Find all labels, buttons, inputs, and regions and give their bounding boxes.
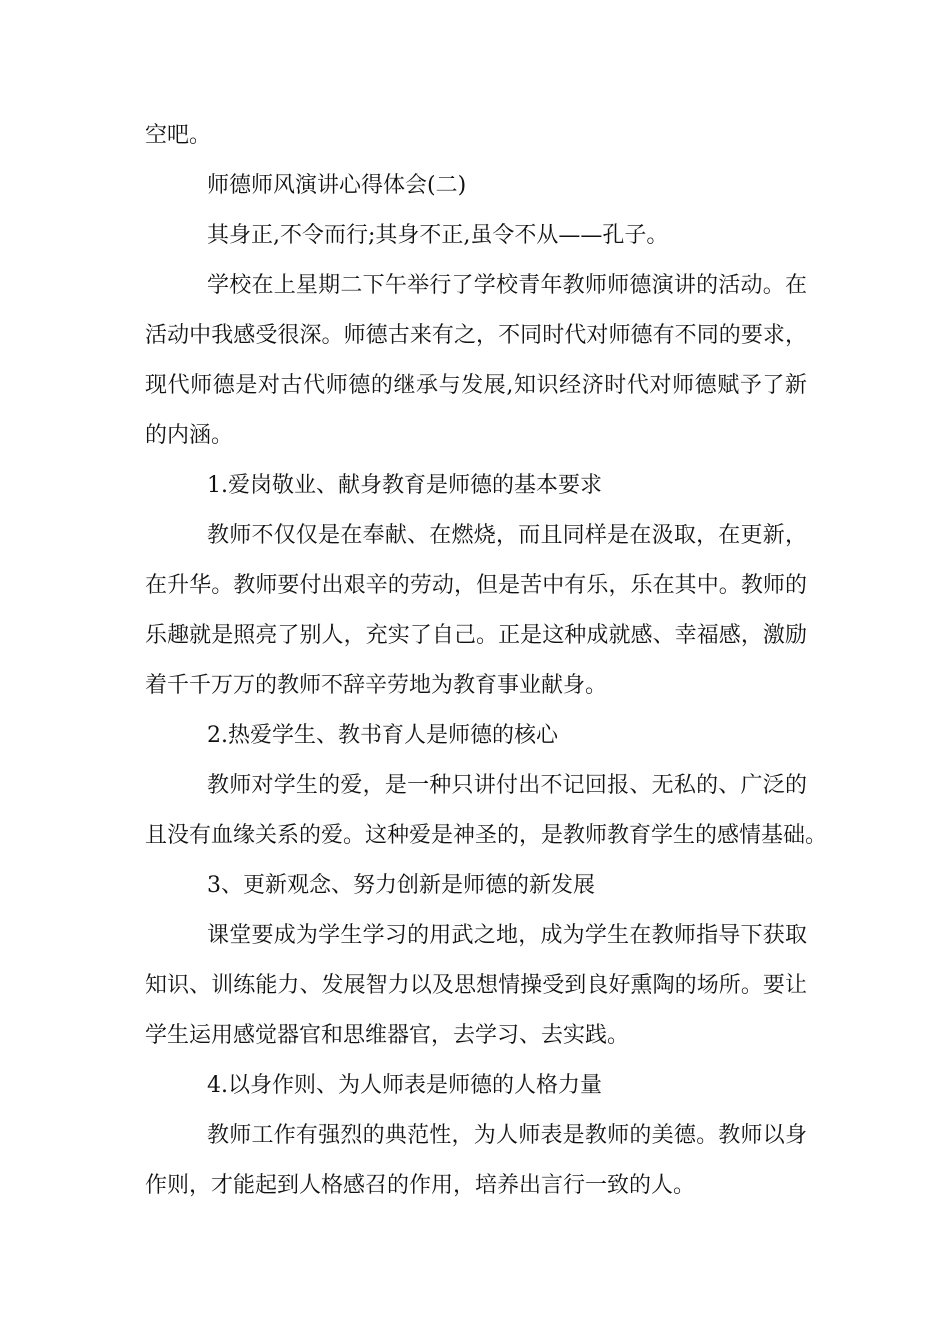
intro-paragraph-line: 现代师德是对古代师德的继承与发展,知识经济时代对师德赋予了新 <box>145 373 807 398</box>
paragraph-fragment: 空吧。 <box>145 123 212 148</box>
section-heading-2: 2.热爱学生、教书育人是师德的核心 <box>207 723 558 748</box>
section-heading-4: 4.以身作则、为人师表是师德的人格力量 <box>207 1073 602 1098</box>
section-3-paragraph-line: 课堂要成为学生学习的用武之地，成为学生在教师指导下获取 <box>207 923 807 948</box>
section-2-paragraph-line: 教师对学生的爱，是一种只讲付出不记回报、无私的、广泛的 <box>207 773 807 798</box>
section-heading-1: 1.爱岗敬业、献身教育是师德的基本要求 <box>207 473 602 498</box>
section-title: 师德师风演讲心得体会(二) <box>207 173 467 198</box>
section-1-paragraph-line: 教师不仅仅是在奉献、在燃烧，而且同样是在汲取，在更新， <box>207 523 807 548</box>
section-1-paragraph-line: 着千千万万的教师不辞辛劳地为教育事业献身。 <box>145 673 608 698</box>
section-heading-3: 3、更新观念、努力创新是师德的新发展 <box>207 873 595 898</box>
section-3-paragraph-line: 知识、训练能力、发展智力以及思想情操受到良好熏陶的场所。要让 <box>145 973 807 998</box>
intro-paragraph-line: 活动中我感受很深。师德古来有之，不同时代对师德有不同的要求， <box>145 323 807 348</box>
section-3-paragraph-line: 学生运用感觉器官和思维器官，去学习、去实践。 <box>145 1023 630 1048</box>
intro-paragraph-line: 学校在上星期二下午举行了学校青年教师师德演讲的活动。在 <box>207 273 807 298</box>
intro-paragraph-line: 的内涵。 <box>145 423 234 448</box>
section-4-paragraph-line: 作则，才能起到人格感召的作用，培养出言行一致的人。 <box>145 1173 696 1198</box>
section-2-paragraph-line: 且没有血缘关系的爱。这种爱是神圣的，是教师教育学生的感情基础。 <box>145 823 828 848</box>
section-4-paragraph-line: 教师工作有强烈的典范性，为人师表是教师的美德。教师以身 <box>207 1123 807 1148</box>
section-1-paragraph-line: 乐趣就是照亮了别人，充实了自己。正是这种成就感、幸福感，激励 <box>145 623 807 648</box>
section-1-paragraph-line: 在升华。教师要付出艰辛的劳动，但是苦中有乐，乐在其中。教师的 <box>145 573 807 598</box>
quote-line: 其身正,不令而行;其身不正,虽令不从——孔子。 <box>207 223 669 248</box>
